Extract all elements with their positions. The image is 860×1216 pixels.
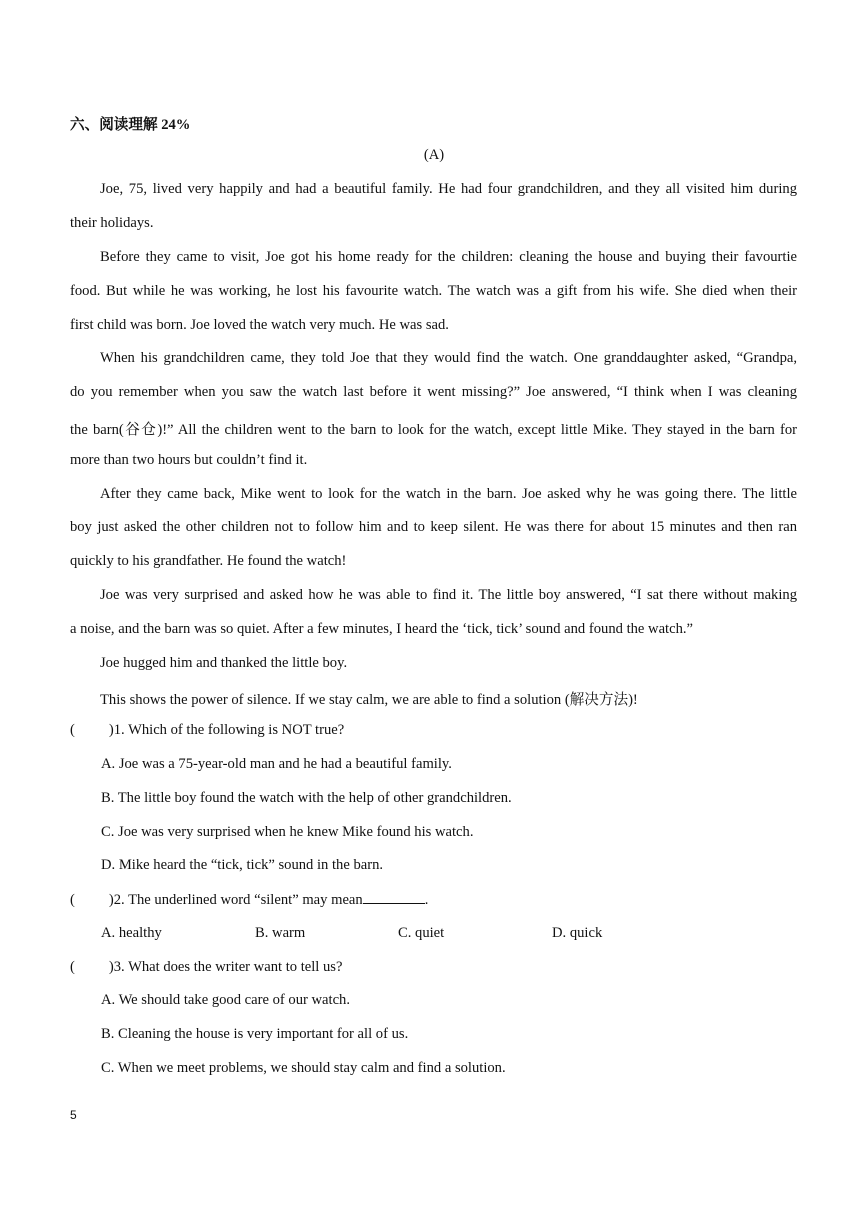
question-stem-end: . xyxy=(424,892,429,908)
passage-line: quickly to his grandfather. He found the watch! xyxy=(70,553,347,569)
option-d: D. Mike heard the “tick, tick” sound in the barn. xyxy=(101,857,384,873)
option-a: A. We should take good care of our watch. xyxy=(101,992,351,1008)
passage-line: first child was born. Joe loved the watch very much. He was sad. xyxy=(70,317,449,333)
passage-label: (A) xyxy=(423,147,445,163)
option-a: A. Joe was a 75-year-old man and he had a beautiful family. xyxy=(101,756,452,772)
passage-line: food. But while he was working, he lost his favourite watch. The watch was a gift from his wife. She died when their xyxy=(70,283,797,299)
option-c: C. quiet xyxy=(398,925,445,941)
answer-paren-open: ( xyxy=(70,959,75,975)
passage-line: a noise, and the barn was so quiet. After a few minutes, I heard the ‘tick, tick’ sound and found the watch.” xyxy=(70,621,694,637)
passage-line: This shows the power of silence. If we stay calm, we are able to find a solution (解决方法)! xyxy=(100,692,638,708)
option-b: B. warm xyxy=(255,925,306,941)
passage-line: Joe was very surprised and asked how he was able to find it. The little boy answered, “I sat there without making xyxy=(100,587,797,603)
passage-line: do you remember when you saw the watch last before it went missing?” Joe answered, “I think when I was cleaning xyxy=(70,384,797,400)
page-number: 5 xyxy=(70,1108,77,1122)
passage-line: Joe, 75, lived very happily and had a beautiful family. He had four grandchildren, and they all visited him during xyxy=(100,181,797,197)
question-2 xyxy=(70,891,428,909)
option-c: C. Joe was very surprised when he knew Mike found his watch. xyxy=(101,824,474,840)
question-3 xyxy=(70,959,342,976)
section-title: 六、阅读理解 24% xyxy=(70,117,191,133)
passage-line: boy just asked the other children not to follow him and to keep silent. He was there for about 15 minutes and then ran xyxy=(70,519,797,535)
answer-paren-open: ( xyxy=(70,722,75,738)
option-d: D. quick xyxy=(552,925,603,941)
fill-in-blank[interactable] xyxy=(363,891,425,904)
question-stem: )3. What does the writer want to tell us? xyxy=(108,959,343,975)
passage-line: their holidays. xyxy=(70,215,154,231)
passage-line: When his grandchildren came, they told Joe that they would find the watch. One granddaughter asked, “Grandpa, xyxy=(100,350,797,366)
question-stem: )2. The underlined word “silent” may mean xyxy=(108,892,363,908)
option-a: A. healthy xyxy=(101,925,162,941)
option-c: C. When we meet problems, we should stay calm and find a solution. xyxy=(101,1060,506,1076)
question-1 xyxy=(70,722,344,739)
passage-line: more than two hours but couldn’t find it. xyxy=(70,452,308,468)
option-b: B. Cleaning the house is very important for all of us. xyxy=(101,1026,409,1042)
passage-line: After they came back, Mike went to look for the watch in the barn. Joe asked why he was going there. The little xyxy=(100,486,797,502)
passage-line: Before they came to visit, Joe got his home ready for the children: cleaning the house and buying their favourtie xyxy=(100,249,797,265)
passage-line: the barn(谷仓)!” All the children went to the barn to look for the watch, except little Mike. They stayed in the barn for xyxy=(70,422,797,438)
passage-line: Joe hugged him and thanked the little boy. xyxy=(100,655,348,671)
answer-paren-open: ( xyxy=(70,892,75,908)
question-stem: )1. Which of the following is NOT true? xyxy=(108,722,345,738)
option-b: B. The little boy found the watch with the help of other grandchildren. xyxy=(101,790,512,806)
